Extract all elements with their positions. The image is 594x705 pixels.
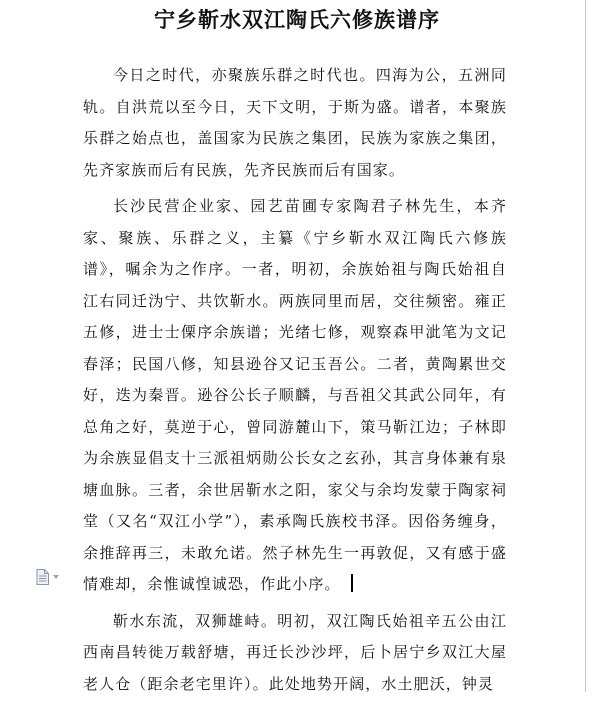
paragraph-options-button[interactable] <box>36 569 64 585</box>
text-cursor <box>351 574 353 592</box>
dropdown-arrow-icon <box>53 575 59 579</box>
document-body[interactable] <box>83 60 507 705</box>
document-icon <box>36 569 49 585</box>
page-edge <box>585 0 586 692</box>
paragraph-2-text: 长沙民营企业家、园艺苗圃专家陶君子林先生，本齐家、聚族、乐群之义，主纂《宁乡靳水双江陶氏六修族谱》，嘱余为之作序。一者，明初，余族始祖与陶氏始祖自江右同迁沩宁、共饮靳水。两族同里而居，交往频密。雍正五修，进士士傈序余族谱；光绪七修，观察森甲泚笔为文记春泽；民国八修，知县逊谷又记玉吾公。二者，黄陶累世交好，迭为秦晋。逊谷公长子顺麟，与吾祖父其武公同年，有总角之好，莫逆于心，曾同游麓山下，策马靳江边；子林即为余族显倡支十三派祖炳勋公长女之玄孙，其言身体兼有泉塘血脉。三者，余世居靳水之阳，家父与余均发蒙于陶家祠堂（又名“双江小学”），素承陶氏族校书泽。因俗务缠身，余推辞再三，未敢允诺。然子林先生一再敦促，又有感于盛情难却，余惟诚惶诚恐，作此小序。 <box>83 197 507 593</box>
page-title: 宁乡靳水双江陶氏六修族谱序 <box>154 7 440 32</box>
paragraph-2[interactable] <box>83 191 507 601</box>
paragraph-1[interactable]: 今日之时代，亦聚族乐群之时代也。四海为公，五洲同轨。自洪荒以至今日，天下文明，于斯为盛。谱者，本聚族乐群之始点也，盖国家为民族之集团，民族为家族之集团，先齐家族而后有民族，先齐民族而后有国家。 <box>83 66 507 179</box>
paragraph-3[interactable]: 靳水东流，双狮雄峙。明初，双江陶氏始祖辛五公由江西南昌转徙万载舒塘，再迁长沙沙坪，后卜居宁乡双江大屋老人仓（距余老宅里许）。此处地势开阔，水土肥沃，钟灵 <box>83 611 507 693</box>
